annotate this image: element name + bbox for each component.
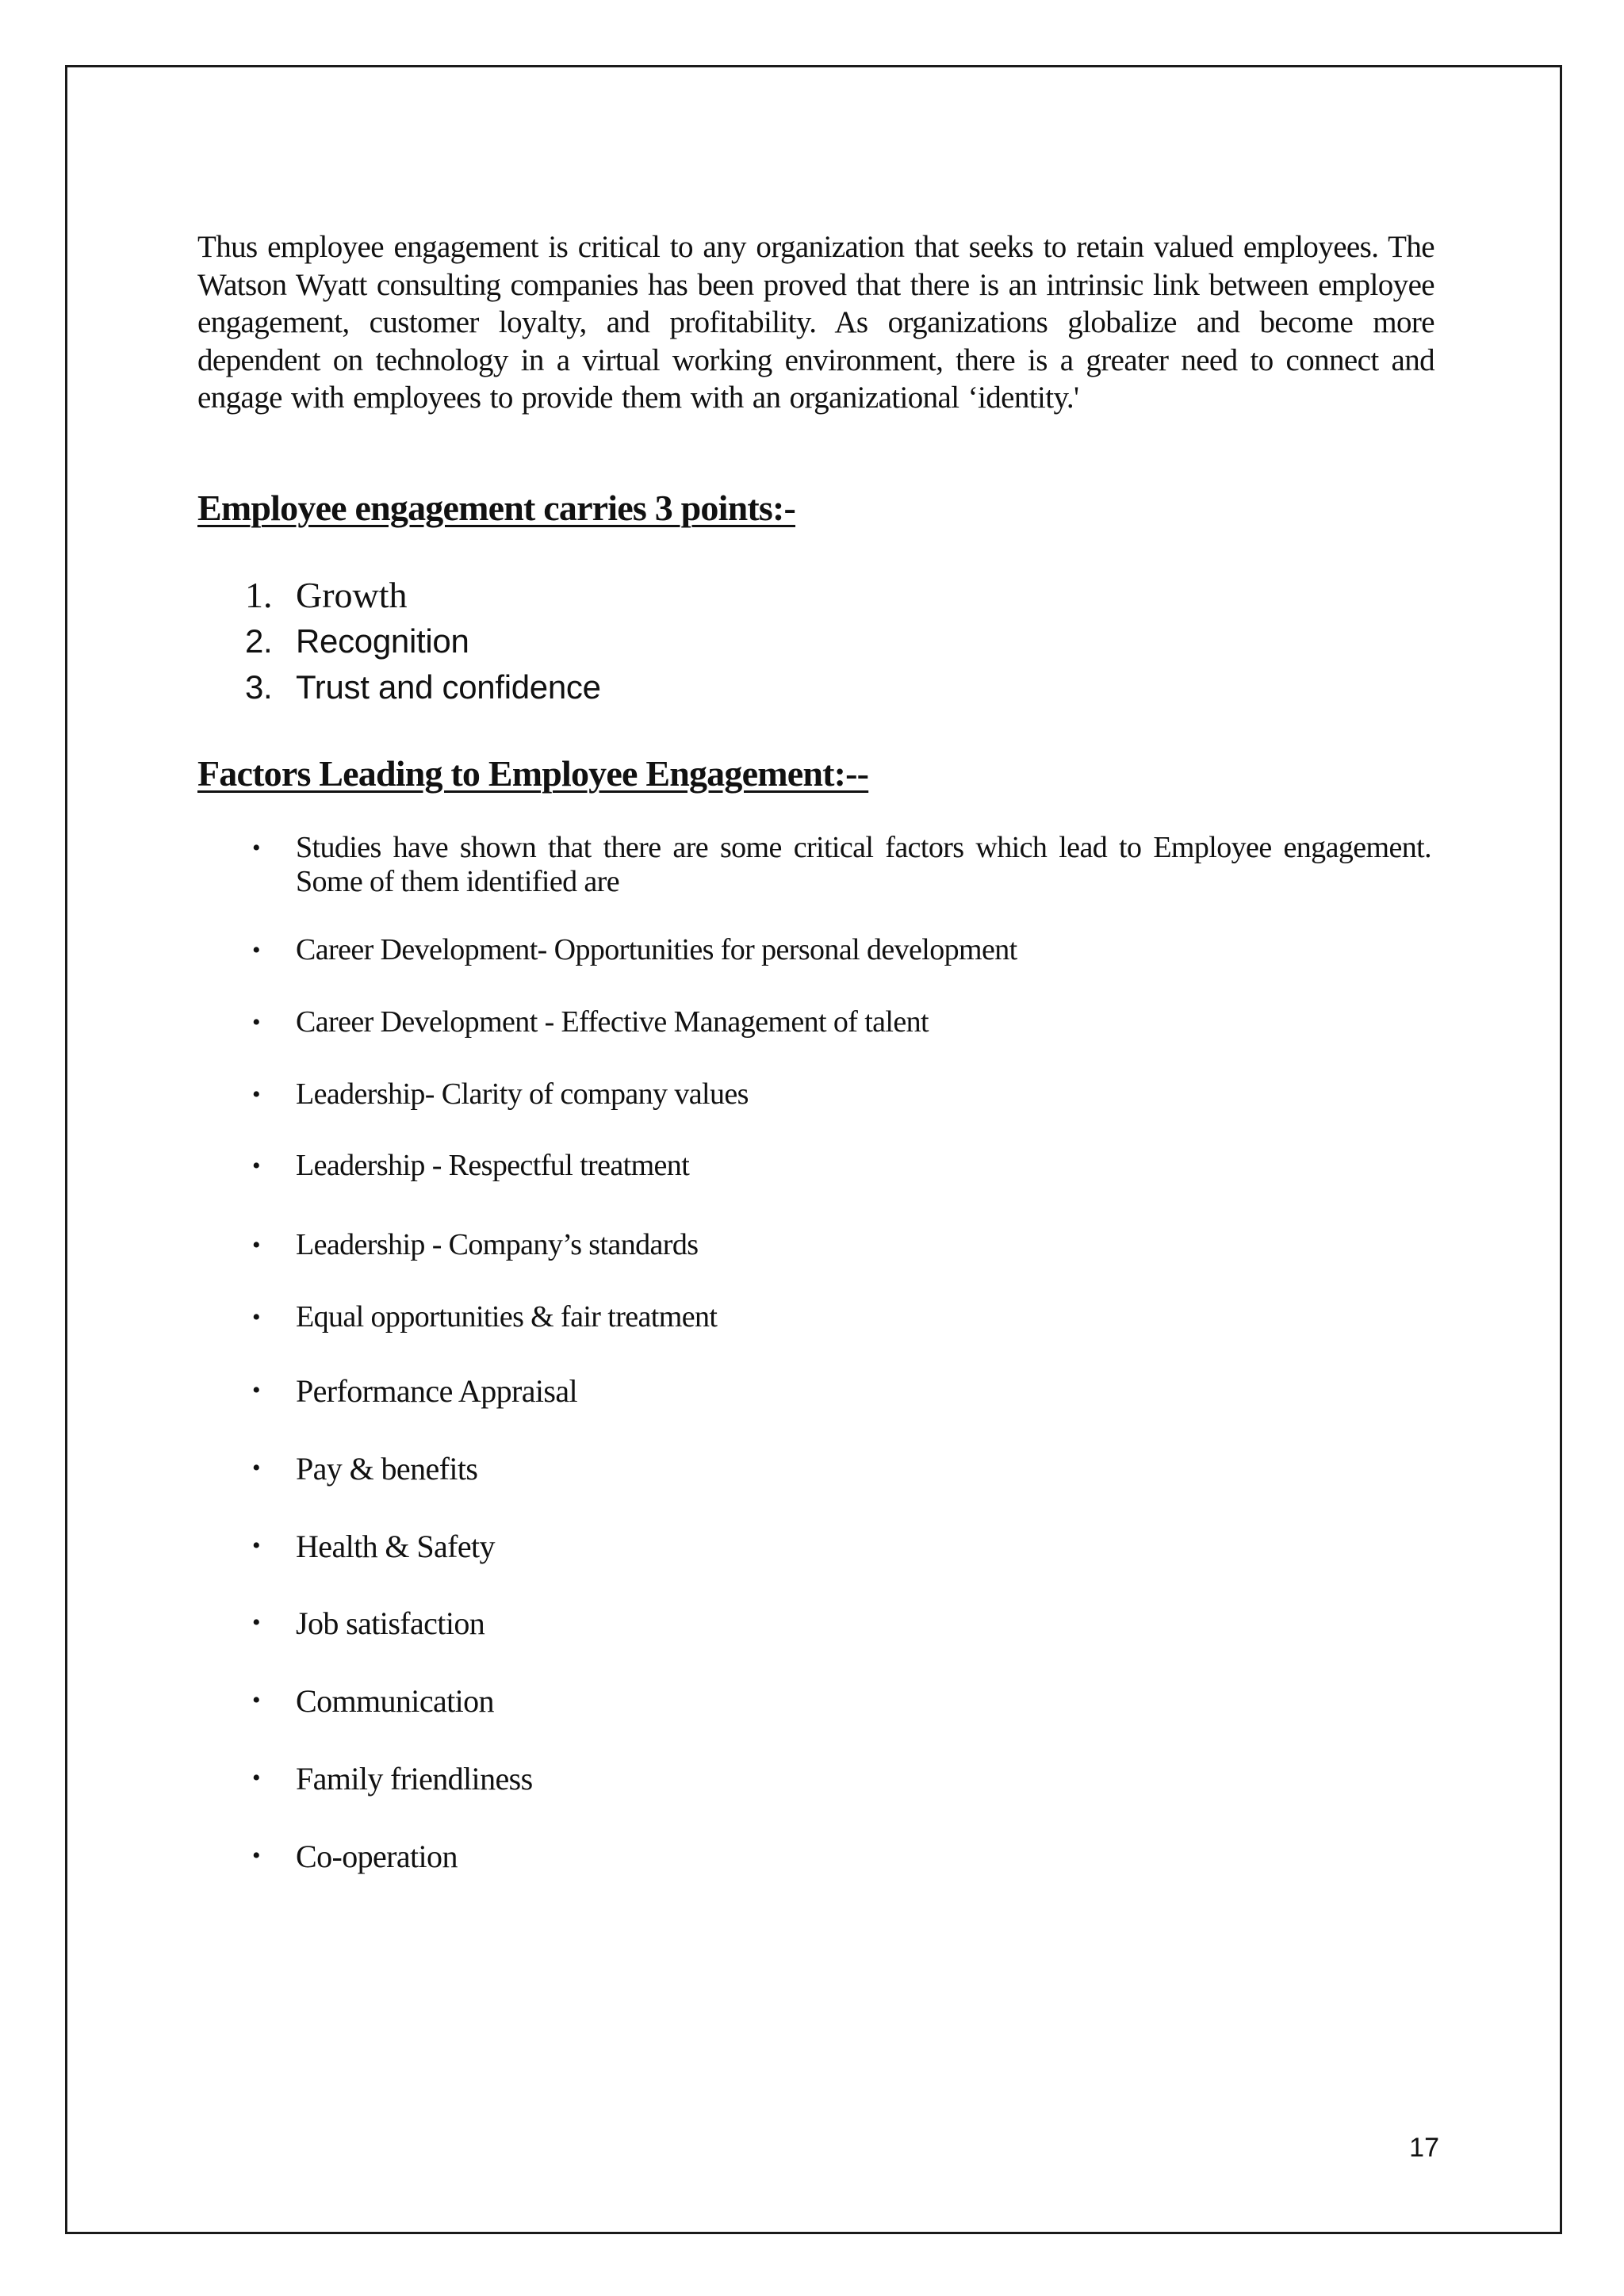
bullet-item-text: Co-operation xyxy=(296,1838,458,1874)
page-number: 17 xyxy=(1409,2133,1439,2163)
list-item-number: 3. xyxy=(245,668,273,706)
bullet-item xyxy=(197,1228,1434,1262)
list-item-number: 2. xyxy=(245,622,273,660)
bullet-item xyxy=(197,933,1434,967)
page-content xyxy=(197,228,1434,1874)
list-item-text: Growth xyxy=(296,574,408,615)
list-item-number: 1. xyxy=(245,574,273,615)
bullet-item xyxy=(197,831,1434,899)
bullet-point-icon: • xyxy=(252,1376,260,1403)
bullet-item-text: Performance Appraisal xyxy=(296,1372,578,1409)
bullet-item-text: Leadership- Clarity of company values xyxy=(296,1077,749,1111)
bullet-point-icon: • xyxy=(252,1842,260,1869)
bullet-item-text: Pay & benefits xyxy=(296,1450,478,1487)
bullet-item xyxy=(197,1605,1434,1642)
bullet-item-text: Career Development- Opportunities for personal development xyxy=(296,932,1017,966)
bullet-point-icon: • xyxy=(252,834,260,861)
bullet-item xyxy=(197,1529,1434,1565)
section-heading-factors: Factors Leading to Employee Engagement:-- xyxy=(197,752,869,794)
bullet-item xyxy=(197,1077,1434,1112)
bullet-item xyxy=(197,1300,1434,1334)
intro-paragraph: Thus employee engagement is critical to any organization that seeks to retain valued employees. The Watson Wyatt consulting companies has been proved that there is an intrinsic link between employee engagement, customer loyalty, and profitability. As organizations globalize and become more dependent on technology in a virtual working environment, there is a greater need to connect and engage with employees to provide them with an organizational ‘identity.' xyxy=(197,230,1434,415)
bullet-point-icon: • xyxy=(252,1609,260,1636)
bullet-item-text: Equal opportunities & fair treatment xyxy=(296,1299,718,1334)
bullet-point-icon: • xyxy=(252,1764,260,1791)
bullet-item xyxy=(197,1683,1434,1720)
section-heading-engagement-points: Employee engagement carries 3 points:- xyxy=(197,487,796,528)
bullet-item-text: Family friendliness xyxy=(296,1760,533,1797)
bullet-item-text: Communication xyxy=(296,1682,494,1719)
bullet-item xyxy=(197,1005,1434,1039)
bullet-item xyxy=(197,1373,1434,1410)
bullet-item-text: Leadership - Company’s standards xyxy=(296,1227,699,1261)
bullet-point-icon: • xyxy=(252,1008,260,1035)
list-item xyxy=(197,664,1434,710)
engagement-points-list xyxy=(197,572,1434,710)
list-item xyxy=(197,618,1434,664)
bullet-item-text: Studies have shown that there are some critical factors which lead to Employee engagement. Some of them identified are xyxy=(296,830,1431,898)
bullet-point-icon: • xyxy=(252,1081,260,1108)
bullet-point-icon: • xyxy=(252,936,260,963)
bullet-point-icon: • xyxy=(252,1231,260,1258)
list-item-text: Trust and confidence xyxy=(296,668,601,706)
bullet-point-icon: • xyxy=(252,1152,260,1179)
bullet-point-icon: • xyxy=(252,1532,260,1559)
bullet-point-icon: • xyxy=(252,1686,260,1713)
list-item-text: Recognition xyxy=(296,622,469,660)
bullet-item xyxy=(197,1839,1434,1875)
bullet-point-icon: • xyxy=(252,1454,260,1481)
bullet-item xyxy=(197,1451,1434,1487)
bullet-item-text: Health & Safety xyxy=(296,1528,495,1564)
bullet-point-icon: • xyxy=(252,1303,260,1330)
bullet-item-text: Job satisfaction xyxy=(296,1605,485,1641)
bullet-item xyxy=(197,1149,1434,1183)
bullet-item-text: Career Development - Effective Management of talent xyxy=(296,1004,929,1039)
bullet-item xyxy=(197,1761,1434,1797)
bullet-item-text: Leadership - Respectful treatment xyxy=(296,1148,690,1182)
list-item xyxy=(197,572,1434,618)
